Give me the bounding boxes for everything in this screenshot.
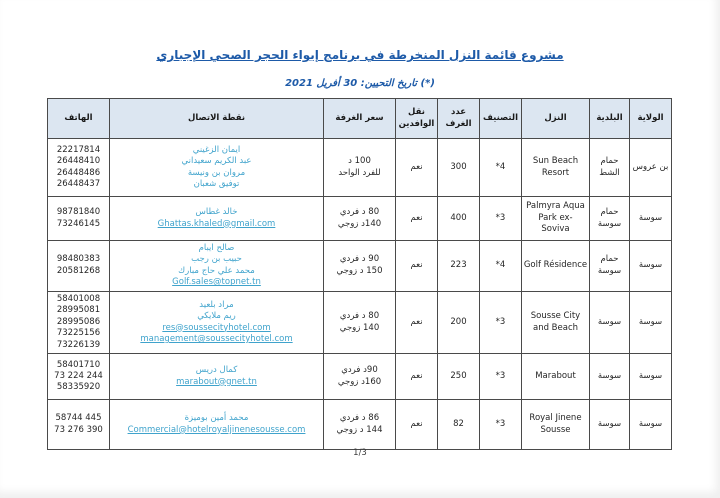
cell-baladiya: حمام الشط [590,139,630,197]
price-line: 90 د فردي [339,254,380,265]
cell-hotel-name: Sousse City and Beach [522,291,590,353]
price-line: 144 د زوجي [336,424,383,435]
contact-person-name: صالح ايبام [198,243,235,253]
contact-person-name: مراد بلعيد [199,299,234,310]
cell-contact-point [110,400,324,450]
table-row [48,197,672,241]
hotel-table-body [48,139,672,450]
contact-person-name: مروان بن ونيسة [187,167,246,178]
cell-classification: *3 [480,354,522,400]
table-row [48,354,672,400]
cell-contact-point [110,241,324,292]
phone-number: 28995086 [56,316,101,327]
cell-room-price [324,139,396,197]
contact-person-name: خالد غطاس [195,207,238,218]
contact-email-link[interactable]: Golf.sales@topnet.tn [172,277,261,288]
header-classification: التصنيف [480,99,522,139]
cell-classification: *4 [480,241,522,292]
page-title: مشروع قائمة النزل المنخرطة في برنامج إيواء الحجر الصحي الإجباري [156,48,564,62]
phone-number: 58744 445 [55,413,102,424]
phone-number: 73246145 [56,218,101,229]
contact-email-link[interactable]: marabout@gnet.tn [176,376,257,387]
contact-person-name: حبيب بن رجب [191,254,242,265]
cell-transport: نعم [396,400,438,450]
cell-room-price [324,197,396,241]
header-phone: الهاتف [48,99,110,139]
phone-number: 20581268 [56,265,101,276]
phone-number: 98480383 [56,254,101,265]
contact-email-link[interactable]: management@soussecityhotel.com [140,334,293,345]
phone-number: 26448486 [56,167,101,178]
price-line: 140د زوجي [337,218,382,229]
contact-person-name: كمال دريس [195,365,238,376]
cell-transport: نعم [396,197,438,241]
phone-number: 58335920 [56,382,101,393]
cell-room-count: 400 [438,197,480,241]
phone-number: 73 224 244 [54,370,103,381]
header-hotel: النزل [522,99,590,139]
header-transport: نقل الوافدين [396,99,438,139]
cell-hotel-name: Palmyra Aqua Park ex- Soviva [522,197,590,241]
table-header-row [48,99,672,139]
cell-transport: نعم [396,354,438,400]
update-date-subtitle: (*) تاريخ التحيين: 30 أفريل 2021 [285,78,435,89]
cell-room-price [324,400,396,450]
cell-baladiya: سوسة [590,400,630,450]
phone-number: 58401008 [56,293,101,304]
cell-phone-numbers [48,354,110,400]
cell-phone-numbers [48,291,110,353]
cell-room-count: 223 [438,241,480,292]
contact-person-name: محمد أمين بوميزة [184,413,249,424]
cell-baladiya: سوسة [590,291,630,353]
phone-number: 58401710 [56,359,101,370]
phone-number: 22217814 [56,144,101,155]
cell-room-price [324,291,396,353]
cell-classification: *4 [480,139,522,197]
cell-contact-point [110,354,324,400]
phone-number: 26448437 [56,178,101,189]
cell-contact-point [110,139,324,197]
cell-transport: نعم [396,139,438,197]
cell-room-count: 300 [438,139,480,197]
cell-wilaya: سوسة [630,291,672,353]
contact-person-name: ريم ملايكي [197,311,236,322]
price-line: 100 د [348,156,371,167]
price-line: 160د زوجي [337,376,382,387]
price-line: 90د فردي [341,365,378,376]
header-price: سعر الغرفة [324,99,396,139]
contact-email-link[interactable]: res@soussecityhotel.com [162,322,271,333]
header-baladiya: البلدية [590,99,630,139]
cell-contact-point [110,197,324,241]
cell-wilaya: سوسة [630,197,672,241]
phone-number: 26448410 [56,156,101,167]
header-contact: نقطة الاتصال [110,99,324,139]
page-number: 1/3 [353,448,367,458]
cell-hotel-name: Royal Jinene Sousse [522,400,590,450]
cell-wilaya: بن عروس [630,139,672,197]
cell-baladiya: حمام سوسة [590,197,630,241]
cell-room-count: 82 [438,400,480,450]
contact-person-name: توفيق شعبان [193,178,240,189]
cell-room-price [324,354,396,400]
phone-number: 98781840 [56,207,101,218]
price-line: 150 د زوجي [336,265,383,276]
contact-email-link[interactable]: Commercial@hotelroyaljinenesousse.com [127,424,306,435]
cell-wilaya: سوسة [630,241,672,292]
cell-baladiya: حمام سوسة [590,241,630,292]
contact-person-name: عبد الكريم سعيداني [181,156,252,167]
cell-room-count: 250 [438,354,480,400]
cell-transport: نعم [396,241,438,292]
table-row [48,241,672,292]
price-line: 80 د فردي [339,311,380,322]
contact-email-link[interactable]: Ghattas.khaled@gmail.com [157,218,276,229]
cell-hotel-name: Marabout [522,354,590,400]
cell-hotel-name: Sun Beach Resort [522,139,590,197]
phone-number: 73 276 390 [54,424,103,435]
cell-transport: نعم [396,291,438,353]
table-row [48,139,672,197]
table-row [48,400,672,450]
contact-person-name: ايمان الزغيني [192,144,241,155]
cell-phone-numbers [48,197,110,241]
cell-room-price [324,241,396,292]
cell-hotel-name: Golf Résidence [522,241,590,292]
cell-phone-numbers [48,241,110,292]
cell-phone-numbers [48,139,110,197]
cell-baladiya: سوسة [590,354,630,400]
phone-number: 28995081 [56,305,101,316]
header-rooms: عدد الغرف [438,99,480,139]
cell-classification: *3 [480,197,522,241]
price-line: للفرد الواحد [338,167,381,178]
price-line: 86 د فردي [339,413,380,424]
price-line: 80 د فردي [339,207,380,218]
cell-classification: *3 [480,291,522,353]
cell-room-count: 200 [438,291,480,353]
cell-wilaya: سوسة [630,400,672,450]
phone-number: 73225156 [56,328,101,339]
price-line: 140 زوجي [339,322,380,333]
cell-wilaya: سوسة [630,354,672,400]
table-row [48,291,672,353]
cell-classification: *3 [480,400,522,450]
contact-person-name: محمد علي حاج مبارك [178,265,255,276]
hotels-table [47,98,672,450]
cell-contact-point [110,291,324,353]
cell-phone-numbers [48,400,110,450]
phone-number: 73226139 [56,339,101,350]
header-wilaya: الولاية [630,99,672,139]
